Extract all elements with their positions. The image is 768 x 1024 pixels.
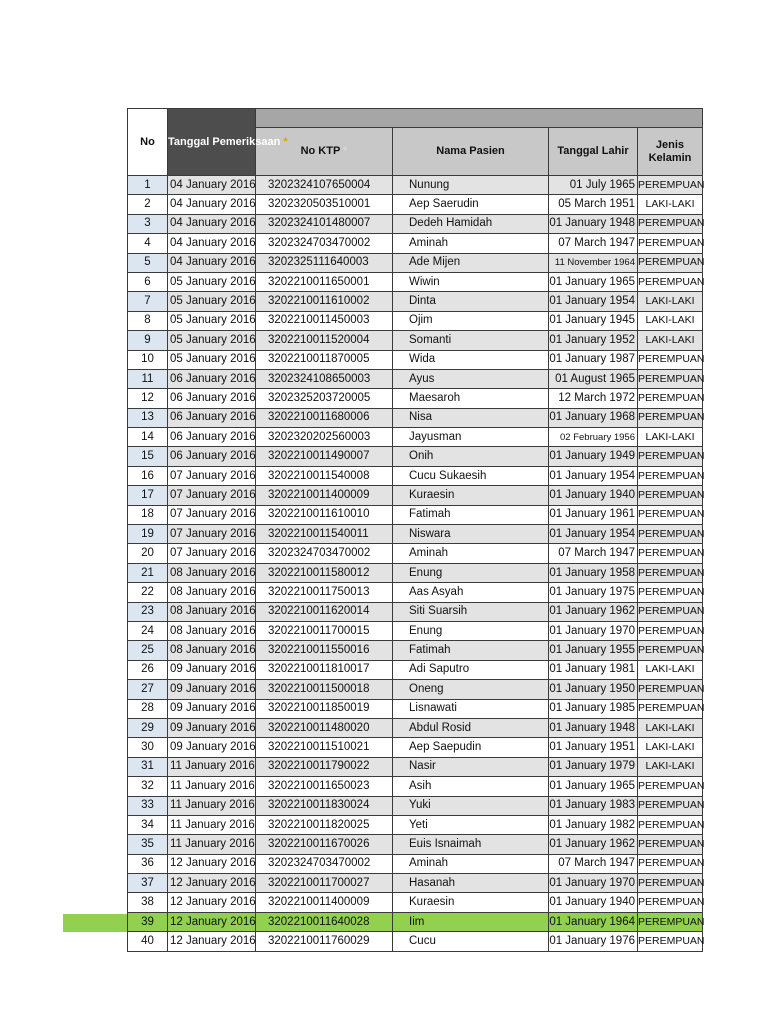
- cell-no-ktp[interactable]: 3202210011480020: [256, 718, 393, 737]
- cell-tanggal-lahir[interactable]: 01 January 1952: [549, 331, 638, 350]
- cell-tanggal-lahir[interactable]: 01 January 1954: [549, 292, 638, 311]
- cell-no-ktp[interactable]: 3202324107650004: [256, 176, 393, 195]
- header-band: [256, 109, 703, 128]
- cell-jenis-kelamin[interactable]: LAKI-LAKI: [638, 292, 703, 311]
- table-row: [128, 932, 703, 951]
- cell-tanggal-pemeriksaan[interactable]: 12 January 2016: [168, 854, 256, 873]
- cell-tanggal-pemeriksaan[interactable]: 09 January 2016: [168, 699, 256, 718]
- cell-tanggal-lahir[interactable]: 01 January 1970: [549, 874, 638, 893]
- cell-tanggal-lahir[interactable]: 01 January 1954: [549, 466, 638, 485]
- cell-no-ktp[interactable]: 3202325111640003: [256, 253, 393, 272]
- table-row: [128, 525, 703, 544]
- cell-no[interactable]: 32: [128, 777, 168, 796]
- cell-nama-pasien[interactable]: Nasir: [393, 757, 549, 776]
- cell-jenis-kelamin[interactable]: PEREMPUAN: [638, 234, 703, 253]
- cell-tanggal-lahir[interactable]: 01 July 1965: [549, 176, 638, 195]
- cell-no-ktp[interactable]: 3202210011640028: [256, 912, 393, 931]
- cell-nama-pasien[interactable]: Asih: [393, 777, 549, 796]
- table-row: [128, 796, 703, 815]
- cell-no[interactable]: 37: [128, 874, 168, 893]
- cell-tanggal-pemeriksaan[interactable]: 04 January 2016: [168, 253, 256, 272]
- cell-jenis-kelamin[interactable]: PEREMPUAN: [638, 214, 703, 233]
- cell-tanggal-pemeriksaan[interactable]: 06 January 2016: [168, 408, 256, 427]
- header-nama-pasien-label: Nama Pasien: [436, 145, 505, 157]
- cell-no-ktp[interactable]: 3202210011680006: [256, 408, 393, 427]
- cell-no-ktp[interactable]: 3202320202560003: [256, 428, 393, 447]
- cell-jenis-kelamin[interactable]: PEREMPUAN: [638, 350, 703, 369]
- patient-table-sheet: [127, 108, 703, 952]
- table-row: [128, 874, 703, 893]
- cell-jenis-kelamin[interactable]: LAKI-LAKI: [638, 428, 703, 447]
- cell-tanggal-lahir[interactable]: 01 January 1948: [549, 214, 638, 233]
- cell-no[interactable]: 23: [128, 602, 168, 621]
- cell-jenis-kelamin[interactable]: PEREMPUAN: [638, 835, 703, 854]
- table-row: [128, 777, 703, 796]
- cell-no[interactable]: 5: [128, 253, 168, 272]
- cell-tanggal-lahir[interactable]: 01 January 1965: [549, 777, 638, 796]
- cell-jenis-kelamin[interactable]: LAKI-LAKI: [638, 660, 703, 679]
- cell-tanggal-lahir[interactable]: 01 January 1962: [549, 602, 638, 621]
- cell-tanggal-pemeriksaan[interactable]: 11 January 2016: [168, 757, 256, 776]
- cell-tanggal-lahir[interactable]: 11 November 1964: [549, 253, 638, 272]
- cell-no-ktp[interactable]: 3202324703470002: [256, 544, 393, 563]
- cell-tanggal-lahir[interactable]: 01 January 1951: [549, 738, 638, 757]
- cell-no-ktp[interactable]: 3202210011610010: [256, 505, 393, 524]
- cell-no-ktp[interactable]: 3202210011520004: [256, 331, 393, 350]
- cell-no[interactable]: 16: [128, 466, 168, 485]
- cell-tanggal-lahir[interactable]: 01 January 1954: [549, 525, 638, 544]
- cell-no[interactable]: 4: [128, 234, 168, 253]
- cell-nama-pasien[interactable]: Abdul Rosid: [393, 718, 549, 737]
- table-row: [128, 447, 703, 466]
- cell-no[interactable]: 29: [128, 718, 168, 737]
- cell-tanggal-pemeriksaan[interactable]: 08 January 2016: [168, 621, 256, 640]
- cell-no[interactable]: 7: [128, 292, 168, 311]
- cell-no[interactable]: 15: [128, 447, 168, 466]
- cell-tanggal-lahir[interactable]: 01 January 1961: [549, 505, 638, 524]
- cell-no[interactable]: 30: [128, 738, 168, 757]
- cell-tanggal-lahir[interactable]: 07 March 1947: [549, 234, 638, 253]
- cell-nama-pasien[interactable]: Euis Isnaimah: [393, 835, 549, 854]
- cell-nama-pasien[interactable]: Wida: [393, 350, 549, 369]
- cell-no[interactable]: 18: [128, 505, 168, 524]
- table-row: [128, 544, 703, 563]
- table-row: [128, 699, 703, 718]
- header-tanggal-lahir-label: Tanggal Lahir: [557, 145, 629, 157]
- cell-tanggal-pemeriksaan[interactable]: 05 January 2016: [168, 272, 256, 291]
- cell-nama-pasien[interactable]: Enung: [393, 563, 549, 582]
- cell-jenis-kelamin[interactable]: PEREMPUAN: [638, 893, 703, 912]
- cell-no-ktp[interactable]: 3202210011400009: [256, 893, 393, 912]
- table-row: [128, 176, 703, 195]
- header-tanggal-lahir[interactable]: [549, 128, 638, 176]
- cell-jenis-kelamin[interactable]: PEREMPUAN: [638, 874, 703, 893]
- cell-no-ktp[interactable]: 3202210011610002: [256, 292, 393, 311]
- cell-jenis-kelamin[interactable]: LAKI-LAKI: [638, 195, 703, 214]
- cell-tanggal-pemeriksaan[interactable]: 06 January 2016: [168, 369, 256, 388]
- cell-no[interactable]: 22: [128, 583, 168, 602]
- cell-nama-pasien[interactable]: Aminah: [393, 234, 549, 253]
- cell-tanggal-pemeriksaan[interactable]: 04 January 2016: [168, 176, 256, 195]
- header-nama-pasien[interactable]: [393, 128, 549, 176]
- header-no[interactable]: [128, 109, 168, 176]
- table-row: [128, 486, 703, 505]
- cell-tanggal-lahir[interactable]: 01 January 1964: [549, 912, 638, 931]
- header-jenis-kelamin[interactable]: [638, 128, 703, 176]
- cell-jenis-kelamin[interactable]: PEREMPUAN: [638, 486, 703, 505]
- cell-nama-pasien[interactable]: Nunung: [393, 176, 549, 195]
- cell-tanggal-pemeriksaan[interactable]: 12 January 2016: [168, 893, 256, 912]
- cell-tanggal-pemeriksaan[interactable]: 05 January 2016: [168, 311, 256, 330]
- cell-tanggal-pemeriksaan[interactable]: 11 January 2016: [168, 815, 256, 834]
- cell-tanggal-lahir[interactable]: 01 January 1962: [549, 835, 638, 854]
- cell-jenis-kelamin[interactable]: PEREMPUAN: [638, 641, 703, 660]
- table-row: [128, 583, 703, 602]
- table-row: [128, 718, 703, 737]
- cell-jenis-kelamin[interactable]: PEREMPUAN: [638, 525, 703, 544]
- table-row: [128, 272, 703, 291]
- table-row: [128, 680, 703, 699]
- cell-nama-pasien[interactable]: Aas Asyah: [393, 583, 549, 602]
- cell-no[interactable]: 39: [128, 912, 168, 931]
- cell-tanggal-lahir[interactable]: 01 January 1982: [549, 815, 638, 834]
- cell-no[interactable]: 24: [128, 621, 168, 640]
- cell-tanggal-pemeriksaan[interactable]: 09 January 2016: [168, 718, 256, 737]
- cell-jenis-kelamin[interactable]: PEREMPUAN: [638, 505, 703, 524]
- patient-table-body: [128, 176, 703, 952]
- table-row: [128, 854, 703, 873]
- cell-jenis-kelamin[interactable]: PEREMPUAN: [638, 369, 703, 388]
- cell-nama-pasien[interactable]: Oneng: [393, 680, 549, 699]
- cell-jenis-kelamin[interactable]: PEREMPUAN: [638, 447, 703, 466]
- cell-jenis-kelamin[interactable]: PEREMPUAN: [638, 680, 703, 699]
- cell-jenis-kelamin[interactable]: LAKI-LAKI: [638, 718, 703, 737]
- cell-nama-pasien[interactable]: Cucu: [393, 932, 549, 951]
- header-tanggal-pemeriksaan[interactable]: [168, 109, 288, 176]
- cell-no-ktp[interactable]: 3202210011580012: [256, 563, 393, 582]
- cell-tanggal-pemeriksaan[interactable]: 06 January 2016: [168, 389, 256, 408]
- table-row: [128, 505, 703, 524]
- cell-no-ktp[interactable]: 3202210011490007: [256, 447, 393, 466]
- table-row: [128, 389, 703, 408]
- cell-tanggal-lahir[interactable]: 01 January 1940: [549, 486, 638, 505]
- cell-no-ktp[interactable]: 3202210011550016: [256, 641, 393, 660]
- cell-nama-pasien[interactable]: Siti Suarsih: [393, 602, 549, 621]
- cell-tanggal-lahir[interactable]: 01 January 1975: [549, 583, 638, 602]
- cell-tanggal-lahir[interactable]: 01 January 1968: [549, 408, 638, 427]
- cell-no-ktp[interactable]: 3202210011650023: [256, 777, 393, 796]
- cell-jenis-kelamin[interactable]: PEREMPUAN: [638, 815, 703, 834]
- cell-nama-pasien[interactable]: Niswara: [393, 525, 549, 544]
- filter-marker-icon: *: [343, 145, 348, 157]
- cell-nama-pasien[interactable]: Aminah: [393, 544, 549, 563]
- cell-tanggal-pemeriksaan[interactable]: 04 January 2016: [168, 195, 256, 214]
- cell-jenis-kelamin[interactable]: PEREMPUAN: [638, 912, 703, 931]
- cell-no-ktp[interactable]: 3202210011810017: [256, 660, 393, 679]
- cell-tanggal-lahir[interactable]: 01 August 1965: [549, 369, 638, 388]
- cell-tanggal-lahir[interactable]: 01 January 1970: [549, 621, 638, 640]
- header-no-ktp-label: No KTP: [300, 145, 341, 157]
- cell-tanggal-lahir[interactable]: 01 January 1958: [549, 563, 638, 582]
- cell-tanggal-lahir[interactable]: 07 March 1947: [549, 854, 638, 873]
- cell-tanggal-pemeriksaan[interactable]: 07 January 2016: [168, 525, 256, 544]
- cell-nama-pasien[interactable]: Ayus: [393, 369, 549, 388]
- cell-no[interactable]: 9: [128, 331, 168, 350]
- cell-no-ktp[interactable]: 3202324101480007: [256, 214, 393, 233]
- header-tanggal-pemeriksaan-label: Tanggal Pemeriksaan: [168, 135, 281, 148]
- cell-no[interactable]: 26: [128, 660, 168, 679]
- cell-nama-pasien[interactable]: Yeti: [393, 815, 549, 834]
- cell-tanggal-pemeriksaan[interactable]: 06 January 2016: [168, 428, 256, 447]
- cell-tanggal-lahir[interactable]: 05 March 1951: [549, 195, 638, 214]
- cell-no-ktp[interactable]: 3202324703470002: [256, 854, 393, 873]
- cell-jenis-kelamin[interactable]: PEREMPUAN: [638, 389, 703, 408]
- cell-jenis-kelamin[interactable]: LAKI-LAKI: [638, 738, 703, 757]
- cell-tanggal-pemeriksaan[interactable]: 11 January 2016: [168, 796, 256, 815]
- cell-tanggal-lahir[interactable]: 01 January 1979: [549, 757, 638, 776]
- cell-nama-pasien[interactable]: Jayusman: [393, 428, 549, 447]
- cell-tanggal-pemeriksaan[interactable]: 12 January 2016: [168, 874, 256, 893]
- cell-no-ktp[interactable]: 3202210011820025: [256, 815, 393, 834]
- cell-nama-pasien[interactable]: Adi Saputro: [393, 660, 549, 679]
- cell-no-ktp[interactable]: 3202210011870005: [256, 350, 393, 369]
- cell-tanggal-pemeriksaan[interactable]: 04 January 2016: [168, 214, 256, 233]
- cell-no-ktp[interactable]: 3202210011510021: [256, 738, 393, 757]
- cell-tanggal-pemeriksaan[interactable]: 08 January 2016: [168, 563, 256, 582]
- cell-tanggal-lahir[interactable]: 01 January 1965: [549, 272, 638, 291]
- table-row: [128, 815, 703, 834]
- cell-nama-pasien[interactable]: Cucu Sukaesih: [393, 466, 549, 485]
- cell-tanggal-lahir[interactable]: 01 January 1940: [549, 893, 638, 912]
- cell-nama-pasien[interactable]: Maesaroh: [393, 389, 549, 408]
- cell-no-ktp[interactable]: 3202210011850019: [256, 699, 393, 718]
- table-row: [128, 350, 703, 369]
- cell-jenis-kelamin[interactable]: PEREMPUAN: [638, 932, 703, 951]
- cell-nama-pasien[interactable]: Ojim: [393, 311, 549, 330]
- cell-no[interactable]: 35: [128, 835, 168, 854]
- cell-tanggal-pemeriksaan[interactable]: 12 January 2016: [168, 932, 256, 951]
- cell-no[interactable]: 14: [128, 428, 168, 447]
- cell-no-ktp[interactable]: 3202210011650001: [256, 272, 393, 291]
- table-row: [128, 408, 703, 427]
- table-row: [128, 428, 703, 447]
- cell-no[interactable]: 31: [128, 757, 168, 776]
- cell-nama-pasien[interactable]: Iim: [393, 912, 549, 931]
- table-row: [128, 234, 703, 253]
- cell-tanggal-lahir[interactable]: 01 January 1985: [549, 699, 638, 718]
- cell-no[interactable]: 27: [128, 680, 168, 699]
- table-row: [128, 466, 703, 485]
- cell-nama-pasien[interactable]: Lisnawati: [393, 699, 549, 718]
- table-row: [128, 369, 703, 388]
- cell-jenis-kelamin[interactable]: PEREMPUAN: [638, 854, 703, 873]
- cell-jenis-kelamin[interactable]: LAKI-LAKI: [638, 331, 703, 350]
- cell-tanggal-pemeriksaan[interactable]: 07 January 2016: [168, 505, 256, 524]
- cell-tanggal-pemeriksaan[interactable]: 07 January 2016: [168, 544, 256, 563]
- cell-no-ktp[interactable]: 3202320503510001: [256, 195, 393, 214]
- cell-tanggal-pemeriksaan[interactable]: 08 January 2016: [168, 602, 256, 621]
- cell-tanggal-pemeriksaan[interactable]: 06 January 2016: [168, 447, 256, 466]
- cell-no[interactable]: 8: [128, 311, 168, 330]
- cell-tanggal-pemeriksaan[interactable]: 12 January 2016: [168, 912, 256, 931]
- cell-tanggal-pemeriksaan[interactable]: 05 January 2016: [168, 292, 256, 311]
- cell-tanggal-lahir[interactable]: 01 January 1950: [549, 680, 638, 699]
- cell-no[interactable]: 36: [128, 854, 168, 873]
- cell-jenis-kelamin[interactable]: PEREMPUAN: [638, 777, 703, 796]
- cell-tanggal-lahir[interactable]: 12 March 1972: [549, 389, 638, 408]
- cell-no[interactable]: 40: [128, 932, 168, 951]
- cell-no[interactable]: 33: [128, 796, 168, 815]
- cell-no[interactable]: 12: [128, 389, 168, 408]
- cell-tanggal-pemeriksaan[interactable]: 09 January 2016: [168, 680, 256, 699]
- cell-no[interactable]: 38: [128, 893, 168, 912]
- cell-no[interactable]: 34: [128, 815, 168, 834]
- cell-nama-pasien[interactable]: Aep Saerudin: [393, 195, 549, 214]
- cell-jenis-kelamin[interactable]: PEREMPUAN: [638, 253, 703, 272]
- cell-no-ktp[interactable]: 3202325203720005: [256, 389, 393, 408]
- cell-nama-pasien[interactable]: Somanti: [393, 331, 549, 350]
- cell-jenis-kelamin[interactable]: PEREMPUAN: [638, 583, 703, 602]
- cell-tanggal-pemeriksaan[interactable]: 04 January 2016: [168, 234, 256, 253]
- cell-no[interactable]: 25: [128, 641, 168, 660]
- cell-no-ktp[interactable]: 3202210011450003: [256, 311, 393, 330]
- table-row: [128, 660, 703, 679]
- cell-no[interactable]: 19: [128, 525, 168, 544]
- cell-tanggal-pemeriksaan[interactable]: 09 January 2016: [168, 738, 256, 757]
- cell-tanggal-pemeriksaan[interactable]: 05 January 2016: [168, 331, 256, 350]
- cell-nama-pasien[interactable]: Aep Saepudin: [393, 738, 549, 757]
- cell-tanggal-pemeriksaan[interactable]: 08 January 2016: [168, 583, 256, 602]
- table-row: [128, 738, 703, 757]
- cell-no-ktp[interactable]: 3202210011750013: [256, 583, 393, 602]
- cell-no[interactable]: 11: [128, 369, 168, 388]
- cell-jenis-kelamin[interactable]: PEREMPUAN: [638, 602, 703, 621]
- cell-jenis-kelamin[interactable]: LAKI-LAKI: [638, 757, 703, 776]
- cell-jenis-kelamin[interactable]: PEREMPUAN: [638, 176, 703, 195]
- cell-tanggal-lahir[interactable]: 02 February 1956: [549, 428, 638, 447]
- cell-no[interactable]: 2: [128, 195, 168, 214]
- cell-nama-pasien[interactable]: Kuraesin: [393, 893, 549, 912]
- table-row: [128, 602, 703, 621]
- cell-jenis-kelamin[interactable]: LAKI-LAKI: [638, 311, 703, 330]
- cell-nama-pasien[interactable]: Enung: [393, 621, 549, 640]
- cell-nama-pasien[interactable]: Kuraesin: [393, 486, 549, 505]
- cell-nama-pasien[interactable]: Ade Mijen: [393, 253, 549, 272]
- cell-no-ktp[interactable]: 3202210011620014: [256, 602, 393, 621]
- table-row: [128, 621, 703, 640]
- table-row: [128, 912, 703, 931]
- cell-jenis-kelamin[interactable]: PEREMPUAN: [638, 408, 703, 427]
- cell-no[interactable]: 1: [128, 176, 168, 195]
- cell-jenis-kelamin[interactable]: PEREMPUAN: [638, 563, 703, 582]
- cell-tanggal-pemeriksaan[interactable]: 07 January 2016: [168, 486, 256, 505]
- cell-no-ktp[interactable]: 3202210011790022: [256, 757, 393, 776]
- table-row: [128, 195, 703, 214]
- table-row: [128, 331, 703, 350]
- cell-no-ktp[interactable]: 3202210011830024: [256, 796, 393, 815]
- cell-nama-pasien[interactable]: Dedeh Hamidah: [393, 214, 549, 233]
- table-row: [128, 292, 703, 311]
- cell-no-ktp[interactable]: 3202210011540008: [256, 466, 393, 485]
- table-row: [128, 835, 703, 854]
- cell-no[interactable]: 21: [128, 563, 168, 582]
- cell-tanggal-lahir[interactable]: 01 January 1955: [549, 641, 638, 660]
- header-jenis-kelamin-label: Jenis Kelamin: [648, 138, 692, 164]
- table-row: [128, 641, 703, 660]
- cell-tanggal-pemeriksaan[interactable]: 09 January 2016: [168, 660, 256, 679]
- cell-tanggal-lahir[interactable]: 01 January 1949: [549, 447, 638, 466]
- cell-tanggal-lahir[interactable]: 01 January 1983: [549, 796, 638, 815]
- cell-nama-pasien[interactable]: Yuki: [393, 796, 549, 815]
- cell-tanggal-lahir[interactable]: 01 January 1976: [549, 932, 638, 951]
- cell-jenis-kelamin[interactable]: PEREMPUAN: [638, 466, 703, 485]
- cell-no[interactable]: 20: [128, 544, 168, 563]
- cell-no[interactable]: 28: [128, 699, 168, 718]
- cell-jenis-kelamin[interactable]: PEREMPUAN: [638, 272, 703, 291]
- cell-no[interactable]: 3: [128, 214, 168, 233]
- cell-no[interactable]: 13: [128, 408, 168, 427]
- table-row: [128, 311, 703, 330]
- cell-nama-pasien[interactable]: Dinta: [393, 292, 549, 311]
- cell-no[interactable]: 6: [128, 272, 168, 291]
- cell-jenis-kelamin[interactable]: PEREMPUAN: [638, 699, 703, 718]
- cell-nama-pasien[interactable]: Onih: [393, 447, 549, 466]
- cell-no[interactable]: 17: [128, 486, 168, 505]
- cell-tanggal-lahir[interactable]: 01 January 1948: [549, 718, 638, 737]
- cell-tanggal-lahir[interactable]: 01 January 1981: [549, 660, 638, 679]
- cell-tanggal-lahir[interactable]: 01 January 1945: [549, 311, 638, 330]
- table-row: [128, 253, 703, 272]
- cell-no[interactable]: 10: [128, 350, 168, 369]
- cell-jenis-kelamin[interactable]: PEREMPUAN: [638, 796, 703, 815]
- cell-nama-pasien[interactable]: Hasanah: [393, 874, 549, 893]
- cell-nama-pasien[interactable]: Nisa: [393, 408, 549, 427]
- header-no-label: No: [140, 135, 155, 148]
- cell-no-ktp[interactable]: 3202210011700015: [256, 621, 393, 640]
- cell-no-ktp[interactable]: 3202210011400009: [256, 486, 393, 505]
- cell-no-ktp[interactable]: 3202210011700027: [256, 874, 393, 893]
- cell-nama-pasien[interactable]: Aminah: [393, 854, 549, 873]
- cell-nama-pasien[interactable]: Fatimah: [393, 641, 549, 660]
- cell-jenis-kelamin[interactable]: PEREMPUAN: [638, 621, 703, 640]
- cell-tanggal-pemeriksaan[interactable]: 11 January 2016: [168, 835, 256, 854]
- patient-table: [127, 108, 703, 952]
- cell-tanggal-pemeriksaan[interactable]: 07 January 2016: [168, 466, 256, 485]
- cell-nama-pasien[interactable]: Fatimah: [393, 505, 549, 524]
- cell-no-ktp[interactable]: 3202324108650003: [256, 369, 393, 388]
- cell-no-ktp[interactable]: 3202210011540011: [256, 525, 393, 544]
- table-row: [128, 893, 703, 912]
- cell-tanggal-lahir[interactable]: 07 March 1947: [549, 544, 638, 563]
- cell-tanggal-lahir[interactable]: 01 January 1987: [549, 350, 638, 369]
- cell-no-ktp[interactable]: 3202210011760029: [256, 932, 393, 951]
- cell-tanggal-pemeriksaan[interactable]: 11 January 2016: [168, 777, 256, 796]
- table-row: [128, 757, 703, 776]
- table-row: [128, 214, 703, 233]
- cell-no-ktp[interactable]: 3202210011500018: [256, 680, 393, 699]
- cell-tanggal-pemeriksaan[interactable]: 08 January 2016: [168, 641, 256, 660]
- cell-jenis-kelamin[interactable]: PEREMPUAN: [638, 544, 703, 563]
- cell-tanggal-pemeriksaan[interactable]: 05 January 2016: [168, 350, 256, 369]
- filter-marker-icon: *: [283, 135, 288, 148]
- cell-no-ktp[interactable]: 3202324703470002: [256, 234, 393, 253]
- row-39-highlight-marker: [63, 914, 128, 932]
- cell-nama-pasien[interactable]: Wiwin: [393, 272, 549, 291]
- cell-no-ktp[interactable]: 3202210011670026: [256, 835, 393, 854]
- table-row: [128, 563, 703, 582]
